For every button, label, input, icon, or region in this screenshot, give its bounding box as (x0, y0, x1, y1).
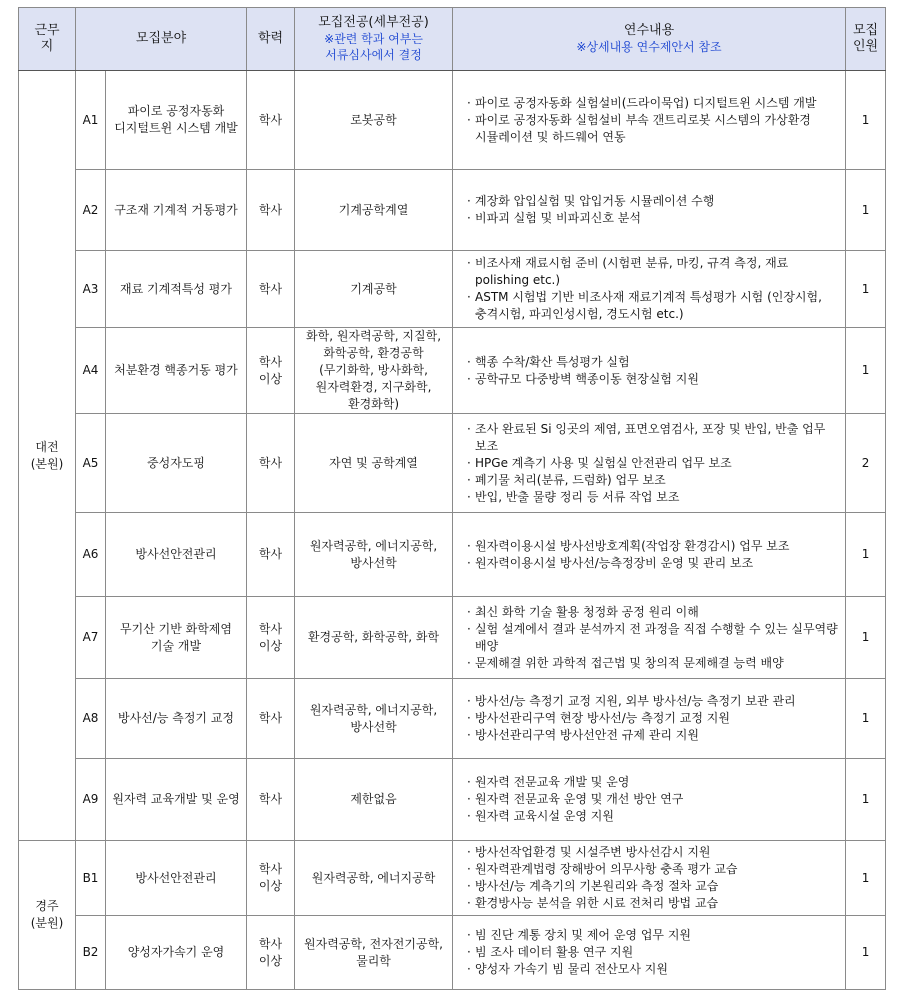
training-item: · 핵종 수착/확산 특성평가 실험 (467, 354, 841, 371)
degree-cell (247, 170, 295, 251)
major-label: 원자력공학, 에너지공학, 방사선학 (309, 702, 438, 734)
degree-label: 학사 (258, 792, 283, 806)
code-cell: A4 (76, 328, 106, 414)
code-cell: B1 (76, 841, 106, 916)
training-cell (453, 414, 846, 513)
code-cell: A2 (76, 170, 106, 251)
location-label: 경주 (분원) (30, 899, 64, 930)
training-item: · 계장화 압입실험 및 압입거동 시뮬레이션 수행 (467, 193, 841, 210)
field-cell (106, 679, 247, 759)
major-label: 원자력공학, 에너지공학, 방사선학 (309, 538, 438, 570)
header-degree: 학력 (247, 8, 295, 71)
training-item: · 문제해결 위한 과학적 접근법 및 창의적 문제해결 능력 배양 (467, 655, 841, 672)
count-cell: 1 (846, 328, 886, 414)
field-label: 중성자도핑 (147, 455, 205, 470)
count-cell: 1 (846, 170, 886, 251)
training-item: · 원자력 교육시설 운영 지원 (467, 808, 841, 825)
degree-label: 학사 (258, 547, 283, 561)
header-count (846, 8, 886, 71)
field-cell (106, 71, 247, 170)
major-label: 기계공학 (350, 281, 397, 296)
degree-cell (247, 414, 295, 513)
table-row (19, 251, 886, 328)
major-label: 원자력공학, 에너지공학 (311, 870, 436, 885)
degree-cell (247, 251, 295, 328)
major-label: 환경공학, 화학공학, 화학 (307, 630, 440, 644)
table-row (19, 916, 886, 990)
training-item: · 양성자 가속기 빔 물리 전산모사 지원 (467, 961, 841, 978)
table-row (19, 71, 886, 170)
training-cell (453, 759, 846, 841)
field-label: 양성자가속기 운영 (127, 945, 225, 959)
major-label: 자연 및 공학계열 (329, 455, 418, 470)
field-label: 원자력 교육개발 및 운영 (112, 792, 240, 806)
major-cell (295, 597, 453, 679)
training-list (467, 193, 841, 227)
training-list (467, 354, 841, 388)
training-item: · 방사선작업환경 및 시설주변 방사선감시 지원 (467, 844, 841, 861)
training-item: · 원자력관계법령 장해방어 의무사항 충족 평가 교습 (467, 861, 841, 878)
table-row (19, 597, 886, 679)
count-cell: 1 (846, 679, 886, 759)
field-cell (106, 414, 247, 513)
training-cell (453, 916, 846, 990)
training-list (467, 774, 841, 825)
training-item: · 환경방사능 분석을 위한 시료 전처리 방법 교습 (467, 895, 841, 912)
degree-label: 학사 이상 (258, 862, 283, 893)
training-item: · 파이로 공정자동화 실험설비 부속 갠트리로봇 시스템의 가상환경 시뮬레이션 및 하드웨어 연동 (467, 112, 841, 146)
code-cell: A3 (76, 251, 106, 328)
training-cell (453, 170, 846, 251)
major-cell (295, 414, 453, 513)
major-cell (295, 328, 453, 414)
code-cell: A8 (76, 679, 106, 759)
code-cell: A9 (76, 759, 106, 841)
table-row (19, 841, 886, 916)
field-label: 방사선/능 측정기 교정 (118, 711, 235, 725)
field-label: 파이로 공정자동화 디지털트윈 시스템 개발 (114, 104, 238, 135)
training-item: · 조사 완료된 Si 잉곳의 제염, 표면오염검사, 포장 및 반입, 반출 업무 보조 (467, 421, 841, 455)
field-label: 구조재 기계적 거동평가 (114, 202, 238, 217)
training-item: · HPGe 계측기 사용 및 실험실 안전관리 업무 보조 (467, 455, 841, 472)
training-item: · 최신 화학 기술 활용 청정화 공정 원리 이해 (467, 604, 841, 621)
code-cell: A6 (76, 513, 106, 597)
header-major-note: ※관련 학과 여부는 서류심사에서 결정 (324, 32, 423, 62)
count-cell: 1 (846, 251, 886, 328)
training-list (467, 255, 841, 323)
major-cell (295, 513, 453, 597)
count-cell: 1 (846, 916, 886, 990)
degree-cell (247, 916, 295, 990)
field-cell (106, 170, 247, 251)
training-list (467, 538, 841, 572)
header-major (295, 8, 453, 71)
training-item: · 원자력이용시설 방사선방호계획(작업장 환경감시) 업무 보조 (467, 538, 841, 555)
field-cell (106, 513, 247, 597)
degree-cell (247, 71, 295, 170)
training-item: · 파이로 공정자동화 실험설비(드라이묵업) 디지털트윈 시스템 개발 (467, 95, 841, 112)
table-row (19, 414, 886, 513)
degree-label: 학사 (258, 711, 283, 725)
code-cell: B2 (76, 916, 106, 990)
training-item: · 반입, 반출 물량 정리 등 서류 작업 보조 (467, 489, 841, 506)
field-cell (106, 916, 247, 990)
major-cell (295, 759, 453, 841)
degree-cell (247, 597, 295, 679)
training-item: · 원자력 전문교육 운영 및 개선 방안 연구 (467, 791, 841, 808)
training-item: · 방사선관리구역 현장 방사선/능 측정기 교정 지원 (467, 710, 841, 727)
training-list (467, 604, 841, 672)
degree-label: 학사 이상 (258, 936, 283, 968)
training-item: · 원자력이용시설 방사선/능측정장비 운영 및 관리 보조 (467, 555, 841, 572)
training-list (467, 421, 841, 506)
field-label: 무기산 기반 화학제염 기술 개발 (120, 621, 232, 653)
count-cell: 1 (846, 513, 886, 597)
training-list (467, 95, 841, 146)
major-cell (295, 841, 453, 916)
table-row (19, 759, 886, 841)
field-cell (106, 597, 247, 679)
degree-label: 학사 (258, 112, 283, 127)
header-location-label: 근무 지 (34, 23, 60, 54)
training-cell (453, 679, 846, 759)
degree-cell (247, 328, 295, 414)
major-cell (295, 251, 453, 328)
header-training-note: ※상세내용 연수제안서 참조 (576, 40, 722, 54)
training-item: · 비파괴 실험 및 비파괴신호 분석 (467, 210, 841, 227)
training-item: · 방사선/능 계측기의 기본원리와 측정 절차 교습 (467, 878, 841, 895)
training-list (467, 693, 841, 744)
degree-label: 학사 (258, 455, 283, 470)
major-label: 제한없음 (350, 792, 397, 806)
table-body (19, 71, 886, 990)
count-cell: 1 (846, 759, 886, 841)
count-cell: 2 (846, 414, 886, 513)
field-cell (106, 759, 247, 841)
major-label: 화학, 원자력공학, 지질학, 화학공학, 환경공학 (무기화학, 방사화학, 원자력환경, 지구화학, 환경화학) (306, 329, 442, 411)
count-cell: 1 (846, 71, 886, 170)
major-label: 기계공학계열 (338, 202, 409, 217)
training-cell (453, 841, 846, 916)
training-item: · 폐기물 처리(분류, 드럼화) 업무 보조 (467, 472, 841, 489)
code-cell: A5 (76, 414, 106, 513)
table-row (19, 679, 886, 759)
table-row (19, 170, 886, 251)
degree-label: 학사 이상 (258, 621, 283, 653)
code-cell: A7 (76, 597, 106, 679)
training-item: · ASTM 시험법 기반 비조사재 재료기계적 특성평가 시험 (인장시험, 충격시험, 파괴인성시험, 경도시험 etc.) (467, 289, 841, 323)
training-cell (453, 251, 846, 328)
training-item: · 빔 조사 데이터 활용 연구 지원 (467, 944, 841, 961)
training-list (467, 927, 841, 978)
count-cell: 1 (846, 597, 886, 679)
training-cell (453, 328, 846, 414)
table-row (19, 513, 886, 597)
field-cell (106, 328, 247, 414)
header-major-label: 모집전공(세부전공) (318, 15, 429, 30)
training-item: · 비조사재 재료시험 준비 (시험편 분류, 마킹, 규격 측정, 재료 polishing etc.) (467, 255, 841, 289)
field-label: 방사선안전관리 (135, 870, 217, 885)
degree-label: 학사 (258, 202, 283, 217)
degree-label: 학사 이상 (258, 354, 283, 386)
training-cell (453, 597, 846, 679)
header-field: 모집분야 (76, 8, 247, 71)
header-row (19, 8, 886, 71)
major-cell (295, 679, 453, 759)
training-item: · 빔 진단 계통 장치 및 제어 운영 업무 지원 (467, 927, 841, 944)
training-item: · 방사선/능 측정기 교정 지원, 외부 방사선/능 측정기 보관 관리 (467, 693, 841, 710)
major-cell (295, 916, 453, 990)
major-label: 로봇공학 (350, 112, 397, 127)
training-cell (453, 71, 846, 170)
recruitment-table (18, 7, 886, 990)
field-cell (106, 251, 247, 328)
training-item: · 방사선관리구역 방사선안전 규제 관리 지원 (467, 727, 841, 744)
header-training-label: 연수내용 (623, 23, 675, 38)
major-cell (295, 170, 453, 251)
count-cell: 1 (846, 841, 886, 916)
field-label: 방사선안전관리 (135, 547, 217, 561)
location-label: 대전 (본원) (30, 439, 64, 471)
major-cell (295, 71, 453, 170)
degree-cell (247, 513, 295, 597)
field-label: 처분환경 핵종거동 평가 (114, 363, 238, 377)
header-training (453, 8, 846, 71)
field-label: 재료 기계적특성 평가 (120, 281, 232, 296)
field-cell (106, 841, 247, 916)
header-location (19, 8, 76, 71)
code-cell: A1 (76, 71, 106, 170)
header-count-label: 모집 인원 (852, 23, 879, 54)
location-cell (19, 841, 76, 990)
training-cell (453, 513, 846, 597)
location-cell (19, 71, 76, 841)
table-row (19, 328, 886, 414)
training-item: · 실험 설계에서 결과 분석까지 전 과정을 직접 수행할 수 있는 실무역량 배양 (467, 621, 841, 655)
training-item: · 공학규모 다중방벽 핵종이동 현장실험 지원 (467, 371, 841, 388)
degree-label: 학사 (258, 281, 283, 296)
major-label: 원자력공학, 전자전기공학, 물리학 (304, 936, 443, 968)
degree-cell (247, 679, 295, 759)
training-list (467, 844, 841, 912)
degree-cell (247, 759, 295, 841)
training-item: · 원자력 전문교육 개발 및 운영 (467, 774, 841, 791)
degree-cell (247, 841, 295, 916)
